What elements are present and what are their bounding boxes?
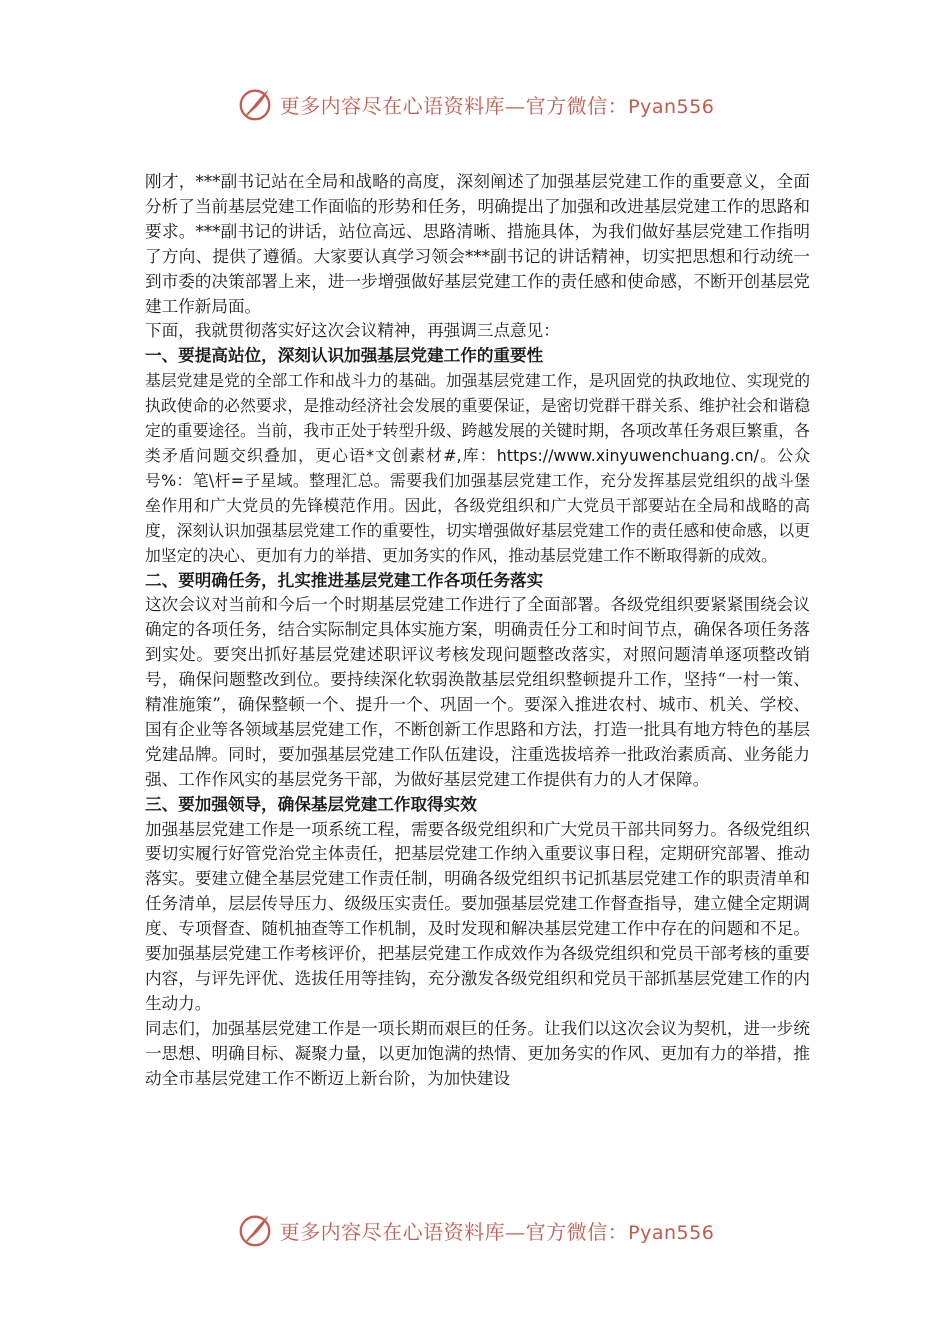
section-heading-2: 二、要明确任务，扎实推进基层党建工作各项任务落实 <box>145 570 544 590</box>
header-watermark <box>0 82 950 126</box>
section-heading-3: 三、要加强领导，确保基层党建工作取得实效 <box>145 794 477 814</box>
paragraph-intro: 刚才，***副书记站在全局和战略的高度，深刻阐述了加强基层党建工作的重要意义，全面分析了当前基层党建工作面临的形势和任务，明确提出了加强和改进基层党建工作的思路和要求。***副书记的讲话，站位高远、思路清晰、措施具体，为我们做好基层党建工作指明了方向、提供了遵循。大家要认真学习领会***副书记的讲话精神，切实把思想和行动统一到市委的决策部署上来，进一步增强做好基层党建工作的责任感和使命感，不断开创基层党建工作新局面。 <box>145 172 810 316</box>
section-2-body: 这次会议对当前和今后一个时期基层党建工作进行了全面部署。各级党组织要紧紧围绕会议确定的各项任务，结合实际制定具体实施方案，明确责任分工和时间节点，确保各项任务落到实处。要突出抓好基层党建述职评议考核发现问题整改落实，对照问题清单逐项整改销号，确保问题整改到位。要持续深化软弱涣散基层党组织整顿提升工作，坚持“一村一策、精准施策”，确保整顿一个、提升一个、巩固一个。要深入推进农村、城市、机关、学校、国有企业等各领域基层党建工作，不断创新工作思路和方法，打造一批具有地方特色的基层党建品牌。同时，要加强基层党建工作队伍建设，注重选拔培养一批政治素质高、业务能力强、工作作风实的基层党务干部，为做好基层党建工作提供有力的人才保障。 <box>145 595 810 789</box>
paragraph-transition: 下面，我就贯彻落实好这次会议精神，再强调三点意见： <box>145 321 560 341</box>
watermark-text: 更多内容尽在心语资料库—官方微信：Pyan556 <box>279 93 715 118</box>
quill-pen-circle-icon <box>236 1211 274 1249</box>
watermark-text: 更多内容尽在心语资料库—官方微信：Pyan556 <box>279 1219 715 1244</box>
section-3-body: 加强基层党建工作是一项系统工程，需要各级党组织和广大党员干部共同努力。各级党组织要切实履行好管党治党主体责任，把基层党建工作纳入重要议事日程，定期研究部署、推动落实。要建立健全基层党建工作责任制，明确各级党组织书记抓基层党建工作的职责清单和任务清单，层层传导压力、级级压实责任。要加强基层党建工作督查指导，建立健全定期调度、专项督查、随机抽查等工作机制，及时发现和解决基层党建工作中存在的问题和不足。要加强基层党建工作考核评价，把基层党建工作成效作为各级党组织和党员干部考核的重要内容，与评先评优、选拔任用等挂钩，充分激发各级党组织和党员干部抓基层党建工作的内生动力。 <box>145 819 810 1013</box>
document-body <box>145 170 810 1092</box>
footer-watermark <box>0 1208 950 1252</box>
section-heading-1: 一、要提高站位，深刻认识加强基层党建工作的重要性 <box>145 346 544 366</box>
section-1-body: 基层党建是党的全部工作和战斗力的基础。加强基层党建工作，是巩固党的执政地位、实现党的执政使命的必然要求，是推动经济社会发展的重要保证，是密切党群干群关系、维护社会和谐稳定的重要途径。当前，我市正处于转型升级、跨越发展的关键时期，各项改革任务艰巨繁重，各类矛盾问题交织叠加，更心语*文创素材#,库：https://www.xinyuwenchuang.cn/。公众号%：笔\杆=子星域。整理汇总。需要我们加强基层党建工作，充分发挥基层党组织的战斗堡垒作用和广大党员的先锋模范作用。因此，各级党组织和广大党员干部要站在全局和战略的高度，深刻认识加强基层党建工作的重要性，切实增强做好基层党建工作的责任感和使命感，以更加坚定的决心、更加有力的举措、更加务实的作风，推动基层党建工作不断取得新的成效。 <box>145 371 810 565</box>
paragraph-closing: 同志们，加强基层党建工作是一项长期而艰巨的任务。让我们以这次会议为契机，进一步统一思想、明确目标、凝聚力量，以更加饱满的热情、更加务实的作风、更加有力的举措，推动全市基层党建工作不断迈上新台阶，为加快建设 <box>145 1018 810 1088</box>
quill-pen-circle-icon <box>236 85 274 123</box>
